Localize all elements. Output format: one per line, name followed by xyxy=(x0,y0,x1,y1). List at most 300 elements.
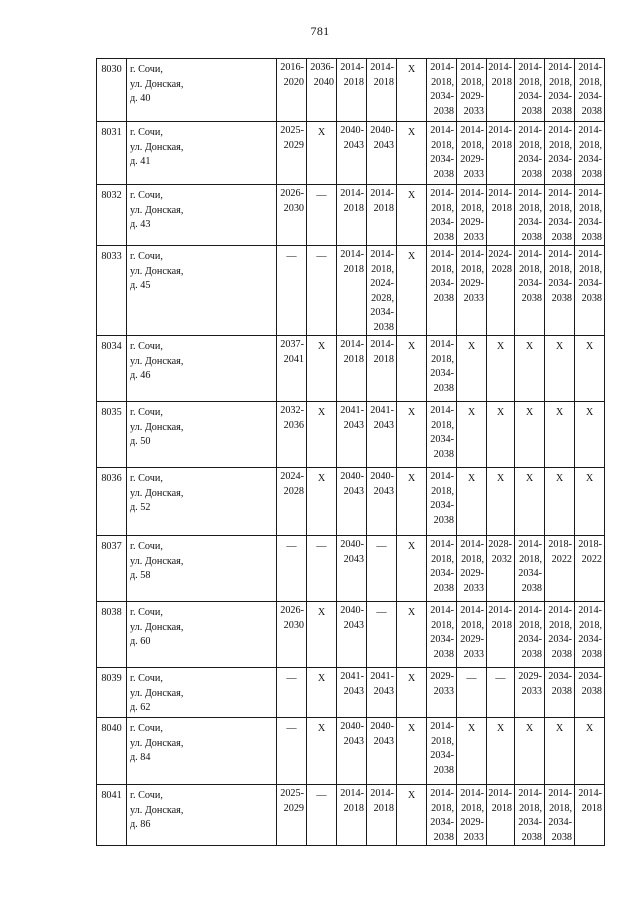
registry-table xyxy=(96,58,605,846)
year-cell-text: 2014- 2018 xyxy=(340,62,364,88)
year-cell-text: — xyxy=(376,607,387,618)
address-text: г. Сочи, ул. Донская, д. 41 xyxy=(130,127,184,167)
year-cell-text: Х xyxy=(407,127,416,138)
year-cell xyxy=(427,336,457,402)
year-cell xyxy=(337,402,367,468)
year-cell-text: 2014- 2018, 2034- 2038 xyxy=(548,62,572,117)
year-cell xyxy=(367,246,397,336)
year-cell-text: 2014- 2018, 2024- 2028, 2034- 2038 xyxy=(370,249,394,333)
year-cell xyxy=(277,122,307,185)
address-cell xyxy=(127,59,277,122)
address-cell xyxy=(127,536,277,602)
year-cell xyxy=(277,785,307,846)
year-cell-text: 2040- 2043 xyxy=(340,125,364,151)
year-cell-text: Х xyxy=(585,723,594,734)
year-cell-text: 2014- 2018, 2029- 2033 xyxy=(460,62,484,117)
year-cell-text: 2014- 2018, 2034- 2038 xyxy=(548,249,572,304)
year-cell-text: 2018- 2022 xyxy=(548,539,572,565)
year-cell-text: Х xyxy=(555,341,564,352)
year-cell-text: 2014- 2018, 2034- 2038 xyxy=(430,125,454,180)
year-cell xyxy=(515,785,545,846)
year-cell xyxy=(397,668,427,718)
table-row xyxy=(97,468,605,536)
year-cell xyxy=(277,602,307,668)
row-number: 8031 xyxy=(97,122,127,185)
year-cell xyxy=(337,785,367,846)
year-cell xyxy=(575,718,605,785)
year-cell-text: Х xyxy=(585,341,594,352)
year-cell xyxy=(337,59,367,122)
year-cell-text: Х xyxy=(317,673,326,684)
year-cell xyxy=(487,59,515,122)
year-cell xyxy=(397,336,427,402)
year-cell-text: 2014- 2018 xyxy=(488,62,512,88)
year-cell-text: 2014- 2018, 2034- 2038 xyxy=(430,249,454,304)
year-cell xyxy=(397,536,427,602)
year-cell xyxy=(277,468,307,536)
year-cell-text: 2040- 2043 xyxy=(370,721,394,747)
year-cell xyxy=(515,718,545,785)
year-cell xyxy=(307,668,337,718)
year-cell-text: 2028- 2032 xyxy=(488,539,512,565)
year-cell xyxy=(545,785,575,846)
year-cell-text: 2040- 2043 xyxy=(370,125,394,151)
year-cell xyxy=(457,536,487,602)
address-text: г. Сочи, ул. Донская, д. 60 xyxy=(130,607,184,647)
year-cell-text: — xyxy=(466,673,477,684)
address-text: г. Сочи, ул. Донская, д. 58 xyxy=(130,541,184,581)
table-row xyxy=(97,185,605,246)
year-cell xyxy=(515,185,545,246)
row-number: 8038 xyxy=(97,602,127,668)
year-cell-text: 2014- 2018 xyxy=(578,788,602,814)
year-cell xyxy=(397,602,427,668)
year-cell-text: 2014- 2018, 2034- 2038 xyxy=(518,605,542,660)
year-cell-text: 2014- 2018 xyxy=(488,605,512,631)
year-cell-text: 2014- 2018, 2034- 2038 xyxy=(578,62,602,117)
year-cell-text: 2014- 2018, 2034- 2038 xyxy=(518,539,542,594)
year-cell xyxy=(307,602,337,668)
year-cell-text: Х xyxy=(317,127,326,138)
table-row xyxy=(97,402,605,468)
year-cell xyxy=(487,536,515,602)
year-cell xyxy=(337,185,367,246)
year-cell xyxy=(307,185,337,246)
year-cell-text: Х xyxy=(407,607,416,618)
year-cell xyxy=(575,602,605,668)
year-cell-text: 2014- 2018, 2034- 2038 xyxy=(518,62,542,117)
year-cell xyxy=(397,718,427,785)
year-cell xyxy=(427,602,457,668)
year-cell xyxy=(575,785,605,846)
year-cell xyxy=(427,402,457,468)
year-cell-text: Х xyxy=(525,473,534,484)
year-cell xyxy=(277,59,307,122)
year-cell xyxy=(515,122,545,185)
address-text: г. Сочи, ул. Донская, д. 50 xyxy=(130,407,184,447)
year-cell-text: 2036- 2040 xyxy=(310,62,334,88)
year-cell xyxy=(367,718,397,785)
row-number: 8041 xyxy=(97,785,127,846)
year-cell-text: 2014- 2018, 2034- 2038 xyxy=(518,125,542,180)
year-cell-text: 2034- 2038 xyxy=(578,671,602,697)
address-cell xyxy=(127,468,277,536)
year-cell-text: Х xyxy=(585,407,594,418)
year-cell xyxy=(575,668,605,718)
year-cell xyxy=(545,536,575,602)
year-cell-text: 2026- 2030 xyxy=(280,605,304,631)
year-cell-text: Х xyxy=(317,407,326,418)
year-cell-text: Х xyxy=(407,190,416,201)
year-cell xyxy=(307,536,337,602)
year-cell xyxy=(427,536,457,602)
year-cell-text: 2034- 2038 xyxy=(548,671,572,697)
address-cell xyxy=(127,336,277,402)
year-cell-text: 2014- 2018, 2034- 2038 xyxy=(548,125,572,180)
year-cell xyxy=(307,59,337,122)
address-cell xyxy=(127,668,277,718)
year-cell-text: 2014- 2018 xyxy=(370,188,394,214)
year-cell-text: 2014- 2018 xyxy=(488,125,512,151)
row-number: 8035 xyxy=(97,402,127,468)
row-number: 8040 xyxy=(97,718,127,785)
year-cell xyxy=(427,59,457,122)
year-cell xyxy=(515,536,545,602)
year-cell xyxy=(545,246,575,336)
year-cell xyxy=(337,122,367,185)
year-cell-text: Х xyxy=(407,251,416,262)
row-number: 8036 xyxy=(97,468,127,536)
year-cell xyxy=(427,718,457,785)
row-number: 8034 xyxy=(97,336,127,402)
year-cell xyxy=(575,246,605,336)
year-cell xyxy=(515,402,545,468)
year-cell xyxy=(545,718,575,785)
table-row xyxy=(97,785,605,846)
year-cell xyxy=(545,668,575,718)
year-cell-text: 2014- 2018 xyxy=(370,62,394,88)
year-cell xyxy=(457,602,487,668)
year-cell-text: Х xyxy=(496,407,505,418)
year-cell xyxy=(307,336,337,402)
year-cell xyxy=(575,185,605,246)
year-cell xyxy=(487,718,515,785)
year-cell xyxy=(367,185,397,246)
year-cell xyxy=(545,122,575,185)
year-cell xyxy=(367,336,397,402)
year-cell-text: 2014- 2018, 2034- 2038 xyxy=(430,605,454,660)
year-cell-text: 2014- 2018, 2034- 2038 xyxy=(548,188,572,243)
year-cell xyxy=(575,468,605,536)
year-cell xyxy=(427,122,457,185)
year-cell-text: 2025- 2029 xyxy=(280,788,304,814)
year-cell xyxy=(367,402,397,468)
year-cell xyxy=(397,468,427,536)
year-cell xyxy=(307,468,337,536)
year-cell xyxy=(367,59,397,122)
year-cell-text: 2014- 2018, 2034- 2038 xyxy=(578,249,602,304)
year-cell xyxy=(337,668,367,718)
year-cell-text: 2014- 2018 xyxy=(340,788,364,814)
year-cell xyxy=(545,185,575,246)
year-cell xyxy=(545,336,575,402)
year-cell-text: 2018- 2022 xyxy=(578,539,602,565)
table-row xyxy=(97,336,605,402)
year-cell-text: Х xyxy=(317,341,326,352)
table-row xyxy=(97,668,605,718)
year-cell-text: 2014- 2018, 2034- 2038 xyxy=(430,405,454,460)
year-cell-text: 2014- 2018, 2034- 2038 xyxy=(578,188,602,243)
year-cell xyxy=(457,668,487,718)
address-cell xyxy=(127,185,277,246)
year-cell xyxy=(277,336,307,402)
year-cell xyxy=(515,59,545,122)
year-cell-text: 2014- 2018, 2029- 2033 xyxy=(460,605,484,660)
year-cell-text: Х xyxy=(407,723,416,734)
year-cell xyxy=(575,59,605,122)
year-cell-text: Х xyxy=(467,407,476,418)
address-text: г. Сочи, ул. Донская, д. 45 xyxy=(130,251,184,291)
year-cell xyxy=(367,785,397,846)
year-cell xyxy=(457,122,487,185)
year-cell-text: 2026- 2030 xyxy=(280,188,304,214)
year-cell xyxy=(367,602,397,668)
year-cell-text: 2014- 2018, 2029- 2033 xyxy=(460,249,484,304)
year-cell-text: 2014- 2018, 2034- 2038 xyxy=(518,249,542,304)
row-number: 8032 xyxy=(97,185,127,246)
year-cell-text: Х xyxy=(407,673,416,684)
year-cell-text: 2040- 2043 xyxy=(340,605,364,631)
year-cell-text: Х xyxy=(467,473,476,484)
year-cell xyxy=(487,185,515,246)
year-cell-text: 2040- 2043 xyxy=(340,539,364,565)
row-number: 8030 xyxy=(97,59,127,122)
year-cell-text: 2014- 2018 xyxy=(370,339,394,365)
year-cell-text: Х xyxy=(317,607,326,618)
row-number: 8039 xyxy=(97,668,127,718)
year-cell xyxy=(487,668,515,718)
year-cell xyxy=(575,536,605,602)
year-cell xyxy=(545,468,575,536)
year-cell xyxy=(397,122,427,185)
year-cell xyxy=(307,122,337,185)
year-cell-text: Х xyxy=(317,473,326,484)
address-cell xyxy=(127,122,277,185)
year-cell xyxy=(397,185,427,246)
year-cell xyxy=(545,59,575,122)
year-cell xyxy=(427,246,457,336)
year-cell-text: 2014- 2018, 2034- 2038 xyxy=(430,788,454,843)
year-cell-text: — xyxy=(316,190,327,201)
year-cell-text: 2014- 2018, 2034- 2038 xyxy=(430,539,454,594)
year-cell-text: 2014- 2018, 2034- 2038 xyxy=(430,471,454,526)
year-cell-text: Х xyxy=(407,790,416,801)
year-cell xyxy=(457,785,487,846)
year-cell-text: — xyxy=(495,673,506,684)
row-number: 8037 xyxy=(97,536,127,602)
year-cell-text: 2025- 2029 xyxy=(280,125,304,151)
page-number: 781 xyxy=(310,24,330,38)
table-row xyxy=(97,718,605,785)
year-cell-text: 2014- 2018, 2034- 2038 xyxy=(430,339,454,394)
year-cell xyxy=(367,668,397,718)
year-cell-text: 2041- 2043 xyxy=(370,671,394,697)
year-cell xyxy=(515,336,545,402)
year-cell-text: 2014- 2018, 2034- 2038 xyxy=(578,125,602,180)
year-cell-text: — xyxy=(286,673,297,684)
year-cell-text: 2014- 2018, 2029- 2033 xyxy=(460,125,484,180)
year-cell-text: — xyxy=(316,251,327,262)
year-cell-text: 2014- 2018, 2029- 2033 xyxy=(460,788,484,843)
year-cell xyxy=(457,246,487,336)
year-cell-text: 2029- 2033 xyxy=(430,671,454,697)
year-cell xyxy=(575,336,605,402)
year-cell-text: Х xyxy=(525,341,534,352)
year-cell-text: Х xyxy=(525,723,534,734)
address-text: г. Сочи, ул. Донская, д. 52 xyxy=(130,473,184,513)
year-cell-text: Х xyxy=(407,341,416,352)
year-cell xyxy=(337,336,367,402)
address-cell xyxy=(127,246,277,336)
year-cell xyxy=(337,718,367,785)
year-cell-text: — xyxy=(286,541,297,552)
year-cell-text: 2014- 2018, 2034- 2038 xyxy=(578,605,602,660)
year-cell-text: — xyxy=(376,541,387,552)
year-cell-text: 2014- 2018, 2034- 2038 xyxy=(430,721,454,776)
year-cell-text: 2014- 2018 xyxy=(340,249,364,275)
year-cell-text: 2014- 2018, 2029- 2033 xyxy=(460,188,484,243)
year-cell-text: 2016- 2020 xyxy=(280,62,304,88)
year-cell xyxy=(427,468,457,536)
year-cell xyxy=(367,536,397,602)
year-cell xyxy=(545,602,575,668)
year-cell xyxy=(487,785,515,846)
year-cell xyxy=(337,468,367,536)
address-cell xyxy=(127,785,277,846)
year-cell-text: 2014- 2018 xyxy=(370,788,394,814)
year-cell-text: 2040- 2043 xyxy=(340,471,364,497)
address-text: г. Сочи, ул. Донская, д. 40 xyxy=(130,64,184,104)
year-cell-text: 2014- 2018 xyxy=(488,188,512,214)
year-cell-text: — xyxy=(286,723,297,734)
year-cell xyxy=(277,718,307,785)
year-cell-text: 2014- 2018, 2034- 2038 xyxy=(518,188,542,243)
year-cell xyxy=(367,122,397,185)
year-cell xyxy=(397,59,427,122)
year-cell-text: Х xyxy=(496,341,505,352)
table-row xyxy=(97,536,605,602)
year-cell-text: 2040- 2043 xyxy=(370,471,394,497)
year-cell-text: Х xyxy=(555,723,564,734)
year-cell-text: 2014- 2018 xyxy=(340,339,364,365)
year-cell xyxy=(427,785,457,846)
year-cell-text: 2014- 2018, 2034- 2038 xyxy=(548,605,572,660)
year-cell-text: 2029- 2033 xyxy=(518,671,542,697)
row-number: 8033 xyxy=(97,246,127,336)
year-cell xyxy=(457,468,487,536)
year-cell-text: Х xyxy=(467,341,476,352)
table-row xyxy=(97,59,605,122)
year-cell-text: Х xyxy=(555,407,564,418)
year-cell-text: 2014- 2018 xyxy=(340,188,364,214)
year-cell xyxy=(307,402,337,468)
year-cell-text: 2014- 2018, 2034- 2038 xyxy=(430,62,454,117)
address-text: г. Сочи, ул. Донская, д. 86 xyxy=(130,790,184,830)
year-cell xyxy=(515,602,545,668)
year-cell xyxy=(575,122,605,185)
address-text: г. Сочи, ул. Донская, д. 62 xyxy=(130,673,184,713)
year-cell xyxy=(487,468,515,536)
year-cell xyxy=(545,402,575,468)
year-cell xyxy=(367,468,397,536)
year-cell-text: 2014- 2018 xyxy=(488,788,512,814)
address-text: г. Сочи, ул. Донская, д. 43 xyxy=(130,190,184,230)
year-cell xyxy=(307,246,337,336)
year-cell-text: 2014- 2018, 2034- 2038 xyxy=(518,788,542,843)
year-cell xyxy=(575,402,605,468)
address-text: г. Сочи, ул. Донская, д. 84 xyxy=(130,723,184,763)
year-cell xyxy=(277,668,307,718)
year-cell-text: 2037- 2041 xyxy=(280,339,304,365)
year-cell xyxy=(277,246,307,336)
year-cell-text: 2041- 2043 xyxy=(370,405,394,431)
year-cell-text: Х xyxy=(496,473,505,484)
year-cell-text: — xyxy=(316,541,327,552)
year-cell-text: Х xyxy=(407,64,416,75)
year-cell xyxy=(457,185,487,246)
year-cell xyxy=(397,402,427,468)
year-cell xyxy=(277,185,307,246)
year-cell xyxy=(277,402,307,468)
year-cell-text: Х xyxy=(496,723,505,734)
year-cell xyxy=(487,122,515,185)
year-cell xyxy=(307,785,337,846)
year-cell xyxy=(337,536,367,602)
table-row xyxy=(97,246,605,336)
year-cell-text: — xyxy=(316,790,327,801)
year-cell xyxy=(427,668,457,718)
year-cell-text: Х xyxy=(525,407,534,418)
year-cell xyxy=(337,246,367,336)
year-cell-text: Х xyxy=(467,723,476,734)
year-cell xyxy=(457,402,487,468)
year-cell-text: 2024- 2028 xyxy=(488,249,512,275)
year-cell-text: 2014- 2018, 2034- 2038 xyxy=(548,788,572,843)
year-cell xyxy=(427,185,457,246)
year-cell-text: Х xyxy=(585,473,594,484)
year-cell xyxy=(487,246,515,336)
year-cell xyxy=(457,718,487,785)
address-cell xyxy=(127,602,277,668)
address-cell xyxy=(127,718,277,785)
year-cell xyxy=(515,246,545,336)
year-cell-text: Х xyxy=(555,473,564,484)
table-row xyxy=(97,122,605,185)
year-cell xyxy=(307,718,337,785)
year-cell-text: 2024- 2028 xyxy=(280,471,304,497)
year-cell xyxy=(515,468,545,536)
year-cell-text: Х xyxy=(317,723,326,734)
year-cell xyxy=(277,536,307,602)
year-cell xyxy=(487,602,515,668)
year-cell-text: 2041- 2043 xyxy=(340,671,364,697)
year-cell xyxy=(397,246,427,336)
address-text: г. Сочи, ул. Донская, д. 46 xyxy=(130,341,184,381)
year-cell xyxy=(487,402,515,468)
year-cell-text: Х xyxy=(407,473,416,484)
year-cell xyxy=(457,336,487,402)
year-cell-text: 2040- 2043 xyxy=(340,721,364,747)
